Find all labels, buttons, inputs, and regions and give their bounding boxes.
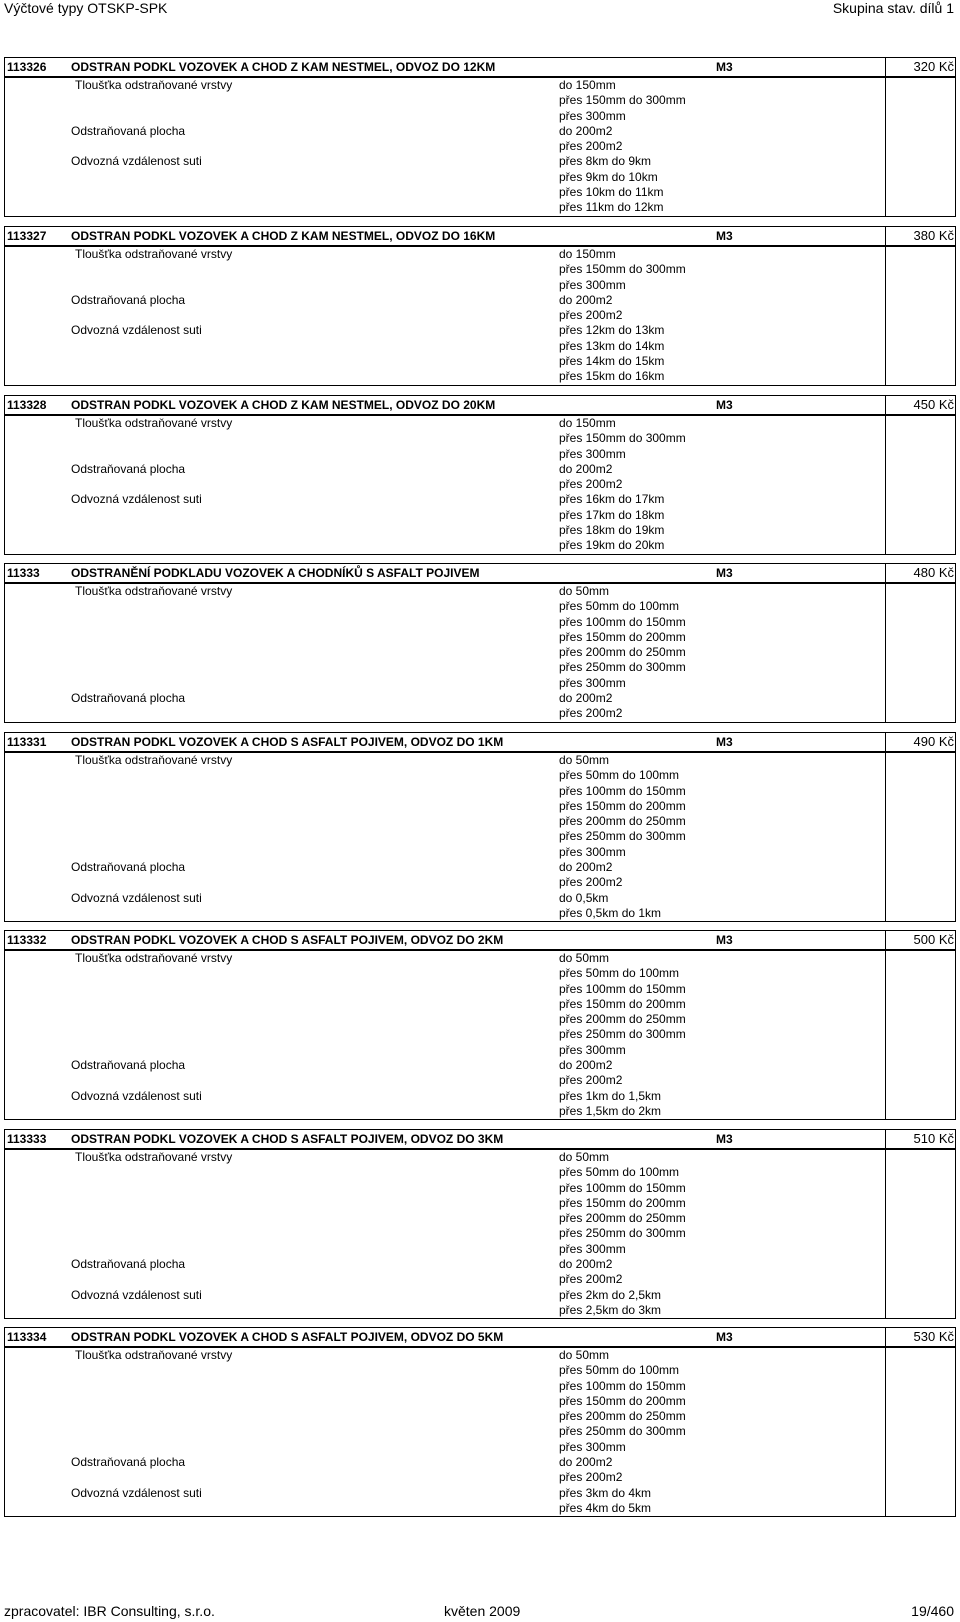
item-header — [5, 931, 955, 951]
parameter-row — [5, 1363, 955, 1378]
parameter-value: přes 150mm do 200mm — [559, 629, 686, 644]
parameter-value: přes 200m2 — [559, 706, 623, 721]
parameter-row — [5, 1348, 955, 1363]
parameter-value: přes 300mm — [559, 277, 626, 292]
parameter-value: do 200m2 — [559, 123, 613, 138]
document-title: Výčtové typy OTSKP-SPK — [4, 0, 168, 16]
parameter-value: přes 13km do 14km — [559, 338, 665, 353]
item-block — [4, 395, 956, 555]
parameter-value: přes 300mm — [559, 1439, 626, 1454]
parameter-label: Odstraňovaná plocha — [71, 461, 186, 476]
parameter-row — [5, 891, 955, 906]
parameter-row — [5, 154, 955, 169]
parameter-row — [5, 982, 955, 997]
parameter-value: přes 150mm do 300mm — [559, 93, 686, 108]
parameter-label: Tloušťka odstraňované vrstvy — [75, 584, 233, 598]
parameter-row — [5, 1288, 955, 1303]
item-block — [4, 226, 956, 386]
parameter-row — [5, 875, 955, 890]
parameter-value: přes 300mm — [559, 1241, 626, 1256]
parameter-value: přes 200m2 — [559, 308, 623, 323]
item-price-cell — [885, 396, 956, 414]
parameter-row — [5, 508, 955, 523]
parameter-label: Odstraňovaná plocha — [71, 1455, 186, 1470]
item-unit: M3 — [716, 60, 733, 74]
parameter-value: přes 200mm do 250mm — [559, 645, 686, 660]
item-parameters — [5, 247, 955, 385]
item-title: ODSTRAN PODKL VOZOVEK A CHOD Z KAM NESTMEL, ODVOZ DO 20KM — [71, 398, 496, 412]
item-title: ODSTRAN PODKL VOZOVEK A CHOD Z KAM NESTMEL, ODVOZ DO 16KM — [71, 229, 496, 243]
parameter-label: Odstraňovaná plocha — [71, 292, 186, 307]
parameter-value: přes 2,5km do 3km — [559, 1302, 662, 1317]
parameter-row — [5, 1211, 955, 1226]
item-parameters — [5, 78, 955, 216]
parameter-value: přes 50mm do 100mm — [559, 966, 680, 981]
parameter-value: do 200m2 — [559, 1257, 613, 1272]
parameter-value: přes 1km do 1,5km — [559, 1088, 662, 1103]
parameter-row — [5, 1303, 955, 1318]
parameter-value: přes 2km do 2,5km — [559, 1287, 662, 1302]
item-price: 530 Kč — [913, 1329, 954, 1344]
parameter-value: do 50mm — [559, 584, 610, 598]
parameter-label: Tloušťka odstraňované vrstvy — [75, 78, 233, 92]
item-code: 113326 — [7, 60, 47, 74]
parameter-value: přes 250mm do 300mm — [559, 1027, 686, 1042]
item-header — [5, 396, 955, 416]
item-title: ODSTRAN PODKL VOZOVEK A CHOD S ASFALT POJIVEM, ODVOZ DO 5KM — [71, 1330, 504, 1344]
item-header — [5, 227, 955, 247]
parameter-value: přes 150mm do 300mm — [559, 431, 686, 446]
parameter-label: Odvozná vzdálenost suti — [71, 890, 202, 905]
parameter-row — [5, 599, 955, 614]
item-price: 490 Kč — [913, 734, 954, 749]
parameter-row — [5, 660, 955, 675]
parameter-row — [5, 1165, 955, 1180]
parameter-value: přes 0,5km do 1km — [559, 905, 662, 920]
parameter-value: přes 200m2 — [559, 139, 623, 154]
parameter-row — [5, 262, 955, 277]
parameter-label: Odstraňovaná plocha — [71, 123, 186, 138]
parameter-row — [5, 584, 955, 599]
page-footer — [0, 1603, 960, 1621]
parameter-value: přes 250mm do 300mm — [559, 660, 686, 675]
parameter-label: Odstraňovaná plocha — [71, 1257, 186, 1272]
parameter-row — [5, 997, 955, 1012]
parameter-value: přes 3km do 4km — [559, 1485, 652, 1500]
parameter-label: Tloušťka odstraňované vrstvy — [75, 951, 233, 965]
parameter-row — [5, 323, 955, 338]
parameter-label: Odvozná vzdálenost suti — [71, 154, 202, 169]
parameter-row — [5, 1242, 955, 1257]
page-number: 19/460 — [911, 1603, 954, 1619]
parameter-row — [5, 139, 955, 154]
item-header — [5, 58, 955, 78]
parameter-row — [5, 477, 955, 492]
item-unit: M3 — [716, 229, 733, 243]
parameter-row — [5, 706, 955, 721]
parameter-row — [5, 691, 955, 706]
parameter-value: přes 200mm do 250mm — [559, 814, 686, 829]
parameter-label: Odstraňovaná plocha — [71, 691, 186, 706]
parameter-row — [5, 538, 955, 553]
parameter-value: přes 200m2 — [559, 1073, 623, 1088]
parameter-label: Odvozná vzdálenost suti — [71, 1287, 202, 1302]
parameter-label: Odvozná vzdálenost suti — [71, 323, 202, 338]
parameter-row — [5, 354, 955, 369]
item-block — [4, 563, 956, 723]
item-code: 113334 — [7, 1330, 47, 1344]
parameter-value: přes 1,5km do 2km — [559, 1103, 662, 1118]
item-price-cell — [885, 58, 956, 76]
parameter-value: do 200m2 — [559, 292, 613, 307]
parameter-value: přes 300mm — [559, 1042, 626, 1057]
item-title: ODSTRAN PODKL VOZOVEK A CHOD S ASFALT POJIVEM, ODVOZ DO 2KM — [71, 933, 504, 947]
parameter-row — [5, 124, 955, 139]
parameter-value: přes 18km do 19km — [559, 523, 665, 538]
item-code: 11333 — [7, 566, 40, 580]
parameter-value: přes 10km do 11km — [559, 185, 664, 200]
parameter-value: do 200m2 — [559, 1058, 613, 1073]
parameter-row — [5, 1379, 955, 1394]
parameter-value: přes 100mm do 150mm — [559, 981, 686, 996]
parameter-value: do 200m2 — [559, 860, 613, 875]
parameter-value: přes 19km do 20km — [559, 538, 665, 553]
item-unit: M3 — [716, 398, 733, 412]
footer-date: květen 2009 — [444, 1603, 521, 1619]
parameter-row — [5, 860, 955, 875]
parameter-label: Tloušťka odstraňované vrstvy — [75, 416, 233, 430]
parameter-value: přes 300mm — [559, 844, 626, 859]
parameter-row — [5, 1409, 955, 1424]
parameter-value: přes 200mm do 250mm — [559, 1211, 686, 1226]
item-price: 510 Kč — [913, 1131, 954, 1146]
item-block — [4, 57, 956, 217]
item-unit: M3 — [716, 1330, 733, 1344]
parameter-row — [5, 1257, 955, 1272]
parameter-value: přes 150mm do 200mm — [559, 798, 686, 813]
parameter-row — [5, 431, 955, 446]
parameter-value: do 50mm — [559, 951, 610, 965]
parameter-row — [5, 845, 955, 860]
parameter-row — [5, 339, 955, 354]
item-unit: M3 — [716, 566, 733, 580]
item-price: 320 Kč — [913, 59, 954, 74]
parameter-value: přes 150mm do 300mm — [559, 262, 686, 277]
parameter-row — [5, 1440, 955, 1455]
item-code: 113333 — [7, 1132, 47, 1146]
parameter-row — [5, 293, 955, 308]
item-code: 113331 — [7, 735, 47, 749]
parameter-label: Tloušťka odstraňované vrstvy — [75, 247, 233, 261]
item-parameters — [5, 951, 955, 1119]
parameter-value: do 200m2 — [559, 1455, 613, 1470]
parameter-label: Tloušťka odstraňované vrstvy — [75, 753, 233, 767]
parameter-value: do 150mm — [559, 416, 616, 430]
parameter-value: přes 250mm do 300mm — [559, 1226, 686, 1241]
parameter-row — [5, 1043, 955, 1058]
item-header — [5, 564, 955, 584]
item-price: 480 Kč — [913, 565, 954, 580]
parameter-row — [5, 462, 955, 477]
parameter-row — [5, 1196, 955, 1211]
item-price-cell — [885, 733, 956, 751]
parameter-row — [5, 185, 955, 200]
parameter-row — [5, 1501, 955, 1516]
item-unit: M3 — [716, 735, 733, 749]
parameter-value: přes 200m2 — [559, 477, 623, 492]
parameter-value: přes 150mm do 200mm — [559, 996, 686, 1011]
section-title: Skupina stav. dílů 1 — [832, 0, 954, 16]
parameter-value: přes 200m2 — [559, 875, 623, 890]
item-block — [4, 1129, 956, 1319]
parameter-value: přes 100mm do 150mm — [559, 614, 686, 629]
parameter-value: přes 300mm — [559, 675, 626, 690]
parameter-row — [5, 308, 955, 323]
parameter-value: přes 250mm do 300mm — [559, 829, 686, 844]
item-code: 113327 — [7, 229, 47, 243]
parameter-value: přes 300mm — [559, 446, 626, 461]
parameter-row — [5, 492, 955, 507]
parameter-row — [5, 78, 955, 93]
parameter-row — [5, 447, 955, 462]
item-title: ODSTRANĚNÍ PODKLADU VOZOVEK A CHODNÍKŮ S ASFALT POJIVEM — [71, 566, 480, 580]
parameter-value: přes 200mm do 250mm — [559, 1012, 686, 1027]
parameter-row — [5, 645, 955, 660]
item-title: ODSTRAN PODKL VOZOVEK A CHOD S ASFALT POJIVEM, ODVOZ DO 3KM — [71, 1132, 504, 1146]
item-price: 450 Kč — [913, 397, 954, 412]
parameter-row — [5, 676, 955, 691]
parameter-row — [5, 1226, 955, 1241]
item-price-cell — [885, 564, 956, 582]
parameter-row — [5, 170, 955, 185]
parameter-value: přes 17km do 18km — [559, 507, 665, 522]
parameter-row — [5, 829, 955, 844]
item-parameters — [5, 416, 955, 554]
parameter-row — [5, 1394, 955, 1409]
parameter-value: přes 50mm do 100mm — [559, 599, 680, 614]
parameter-value: přes 50mm do 100mm — [559, 768, 680, 783]
item-header — [5, 1130, 955, 1150]
parameter-value: do 50mm — [559, 1150, 610, 1164]
item-parameters — [5, 1348, 955, 1516]
item-unit: M3 — [716, 933, 733, 947]
parameter-value: přes 300mm — [559, 108, 626, 123]
parameter-row — [5, 1486, 955, 1501]
parameter-row — [5, 200, 955, 215]
parameter-row — [5, 1089, 955, 1104]
parameter-row — [5, 1424, 955, 1439]
item-title: ODSTRAN PODKL VOZOVEK A CHOD Z KAM NESTMEL, ODVOZ DO 12KM — [71, 60, 496, 74]
parameter-row — [5, 906, 955, 921]
parameter-label: Odstraňovaná plocha — [71, 1058, 186, 1073]
parameter-value: přes 4km do 5km — [559, 1500, 652, 1515]
parameter-row — [5, 523, 955, 538]
parameter-row — [5, 1058, 955, 1073]
item-price: 380 Kč — [913, 228, 954, 243]
parameter-value: přes 150mm do 200mm — [559, 1195, 686, 1210]
parameter-row — [5, 1272, 955, 1287]
parameter-value: do 150mm — [559, 78, 616, 92]
parameter-row — [5, 1073, 955, 1088]
parameter-value: přes 250mm do 300mm — [559, 1424, 686, 1439]
item-header — [5, 1328, 955, 1348]
item-price: 500 Kč — [913, 932, 954, 947]
item-price-cell — [885, 227, 956, 245]
parameter-value: přes 50mm do 100mm — [559, 1363, 680, 1378]
parameter-value: přes 16km do 17km — [559, 492, 665, 507]
parameter-value: přes 11km do 12km — [559, 200, 664, 215]
item-header — [5, 733, 955, 753]
parameter-value: přes 100mm do 150mm — [559, 1378, 686, 1393]
item-code: 113332 — [7, 933, 47, 947]
parameter-label: Odstraňovaná plocha — [71, 860, 186, 875]
parameter-value: přes 150mm do 200mm — [559, 1393, 686, 1408]
parameter-row — [5, 1470, 955, 1485]
parameter-row — [5, 416, 955, 431]
parameter-value: přes 100mm do 150mm — [559, 783, 686, 798]
parameter-row — [5, 369, 955, 384]
item-block — [4, 1327, 956, 1517]
item-parameters — [5, 753, 955, 921]
parameter-row — [5, 966, 955, 981]
parameter-value: přes 200mm do 250mm — [559, 1409, 686, 1424]
parameter-row — [5, 1104, 955, 1119]
item-unit: M3 — [716, 1132, 733, 1146]
parameter-value: přes 50mm do 100mm — [559, 1165, 680, 1180]
parameter-value: přes 15km do 16km — [559, 369, 665, 384]
item-price-cell — [885, 1328, 956, 1346]
parameter-row — [5, 1455, 955, 1470]
parameter-value: přes 100mm do 150mm — [559, 1180, 686, 1195]
item-parameters — [5, 1150, 955, 1318]
parameter-value: do 200m2 — [559, 461, 613, 476]
item-price-cell — [885, 1130, 956, 1148]
parameter-row — [5, 784, 955, 799]
item-block — [4, 732, 956, 922]
parameter-value: přes 9km do 10km — [559, 169, 658, 184]
parameter-value: do 50mm — [559, 753, 610, 767]
item-title: ODSTRAN PODKL VOZOVEK A CHOD S ASFALT POJIVEM, ODVOZ DO 1KM — [71, 735, 504, 749]
parameter-row — [5, 951, 955, 966]
item-code: 113328 — [7, 398, 47, 412]
parameter-label: Tloušťka odstraňované vrstvy — [75, 1348, 233, 1362]
footer-author: zpracovatel: IBR Consulting, s.r.o. — [4, 1603, 215, 1619]
parameter-row — [5, 109, 955, 124]
parameter-row — [5, 93, 955, 108]
parameter-label: Tloušťka odstraňované vrstvy — [75, 1150, 233, 1164]
parameter-row — [5, 278, 955, 293]
item-price-cell — [885, 931, 956, 949]
parameter-value: přes 200m2 — [559, 1272, 623, 1287]
parameter-value: přes 8km do 9km — [559, 154, 652, 169]
parameter-row — [5, 247, 955, 262]
parameter-value: do 0,5km — [559, 890, 609, 905]
parameter-value: do 200m2 — [559, 691, 613, 706]
item-block — [4, 930, 956, 1120]
parameter-label: Odvozná vzdálenost suti — [71, 1088, 202, 1103]
parameter-row — [5, 630, 955, 645]
parameter-value: přes 12km do 13km — [559, 323, 665, 338]
parameter-row — [5, 753, 955, 768]
parameter-value: přes 200m2 — [559, 1470, 623, 1485]
parameter-row — [5, 615, 955, 630]
parameter-value: přes 14km do 15km — [559, 354, 665, 369]
parameter-row — [5, 1150, 955, 1165]
parameter-row — [5, 1012, 955, 1027]
item-parameters — [5, 584, 955, 722]
page-header — [0, 0, 960, 18]
parameter-value: do 50mm — [559, 1348, 610, 1362]
parameter-value: do 150mm — [559, 247, 616, 261]
parameter-row — [5, 1027, 955, 1042]
parameter-label: Odvozná vzdálenost suti — [71, 492, 202, 507]
parameter-row — [5, 799, 955, 814]
parameter-label: Odvozná vzdálenost suti — [71, 1485, 202, 1500]
parameter-row — [5, 768, 955, 783]
parameter-row — [5, 1181, 955, 1196]
parameter-row — [5, 814, 955, 829]
